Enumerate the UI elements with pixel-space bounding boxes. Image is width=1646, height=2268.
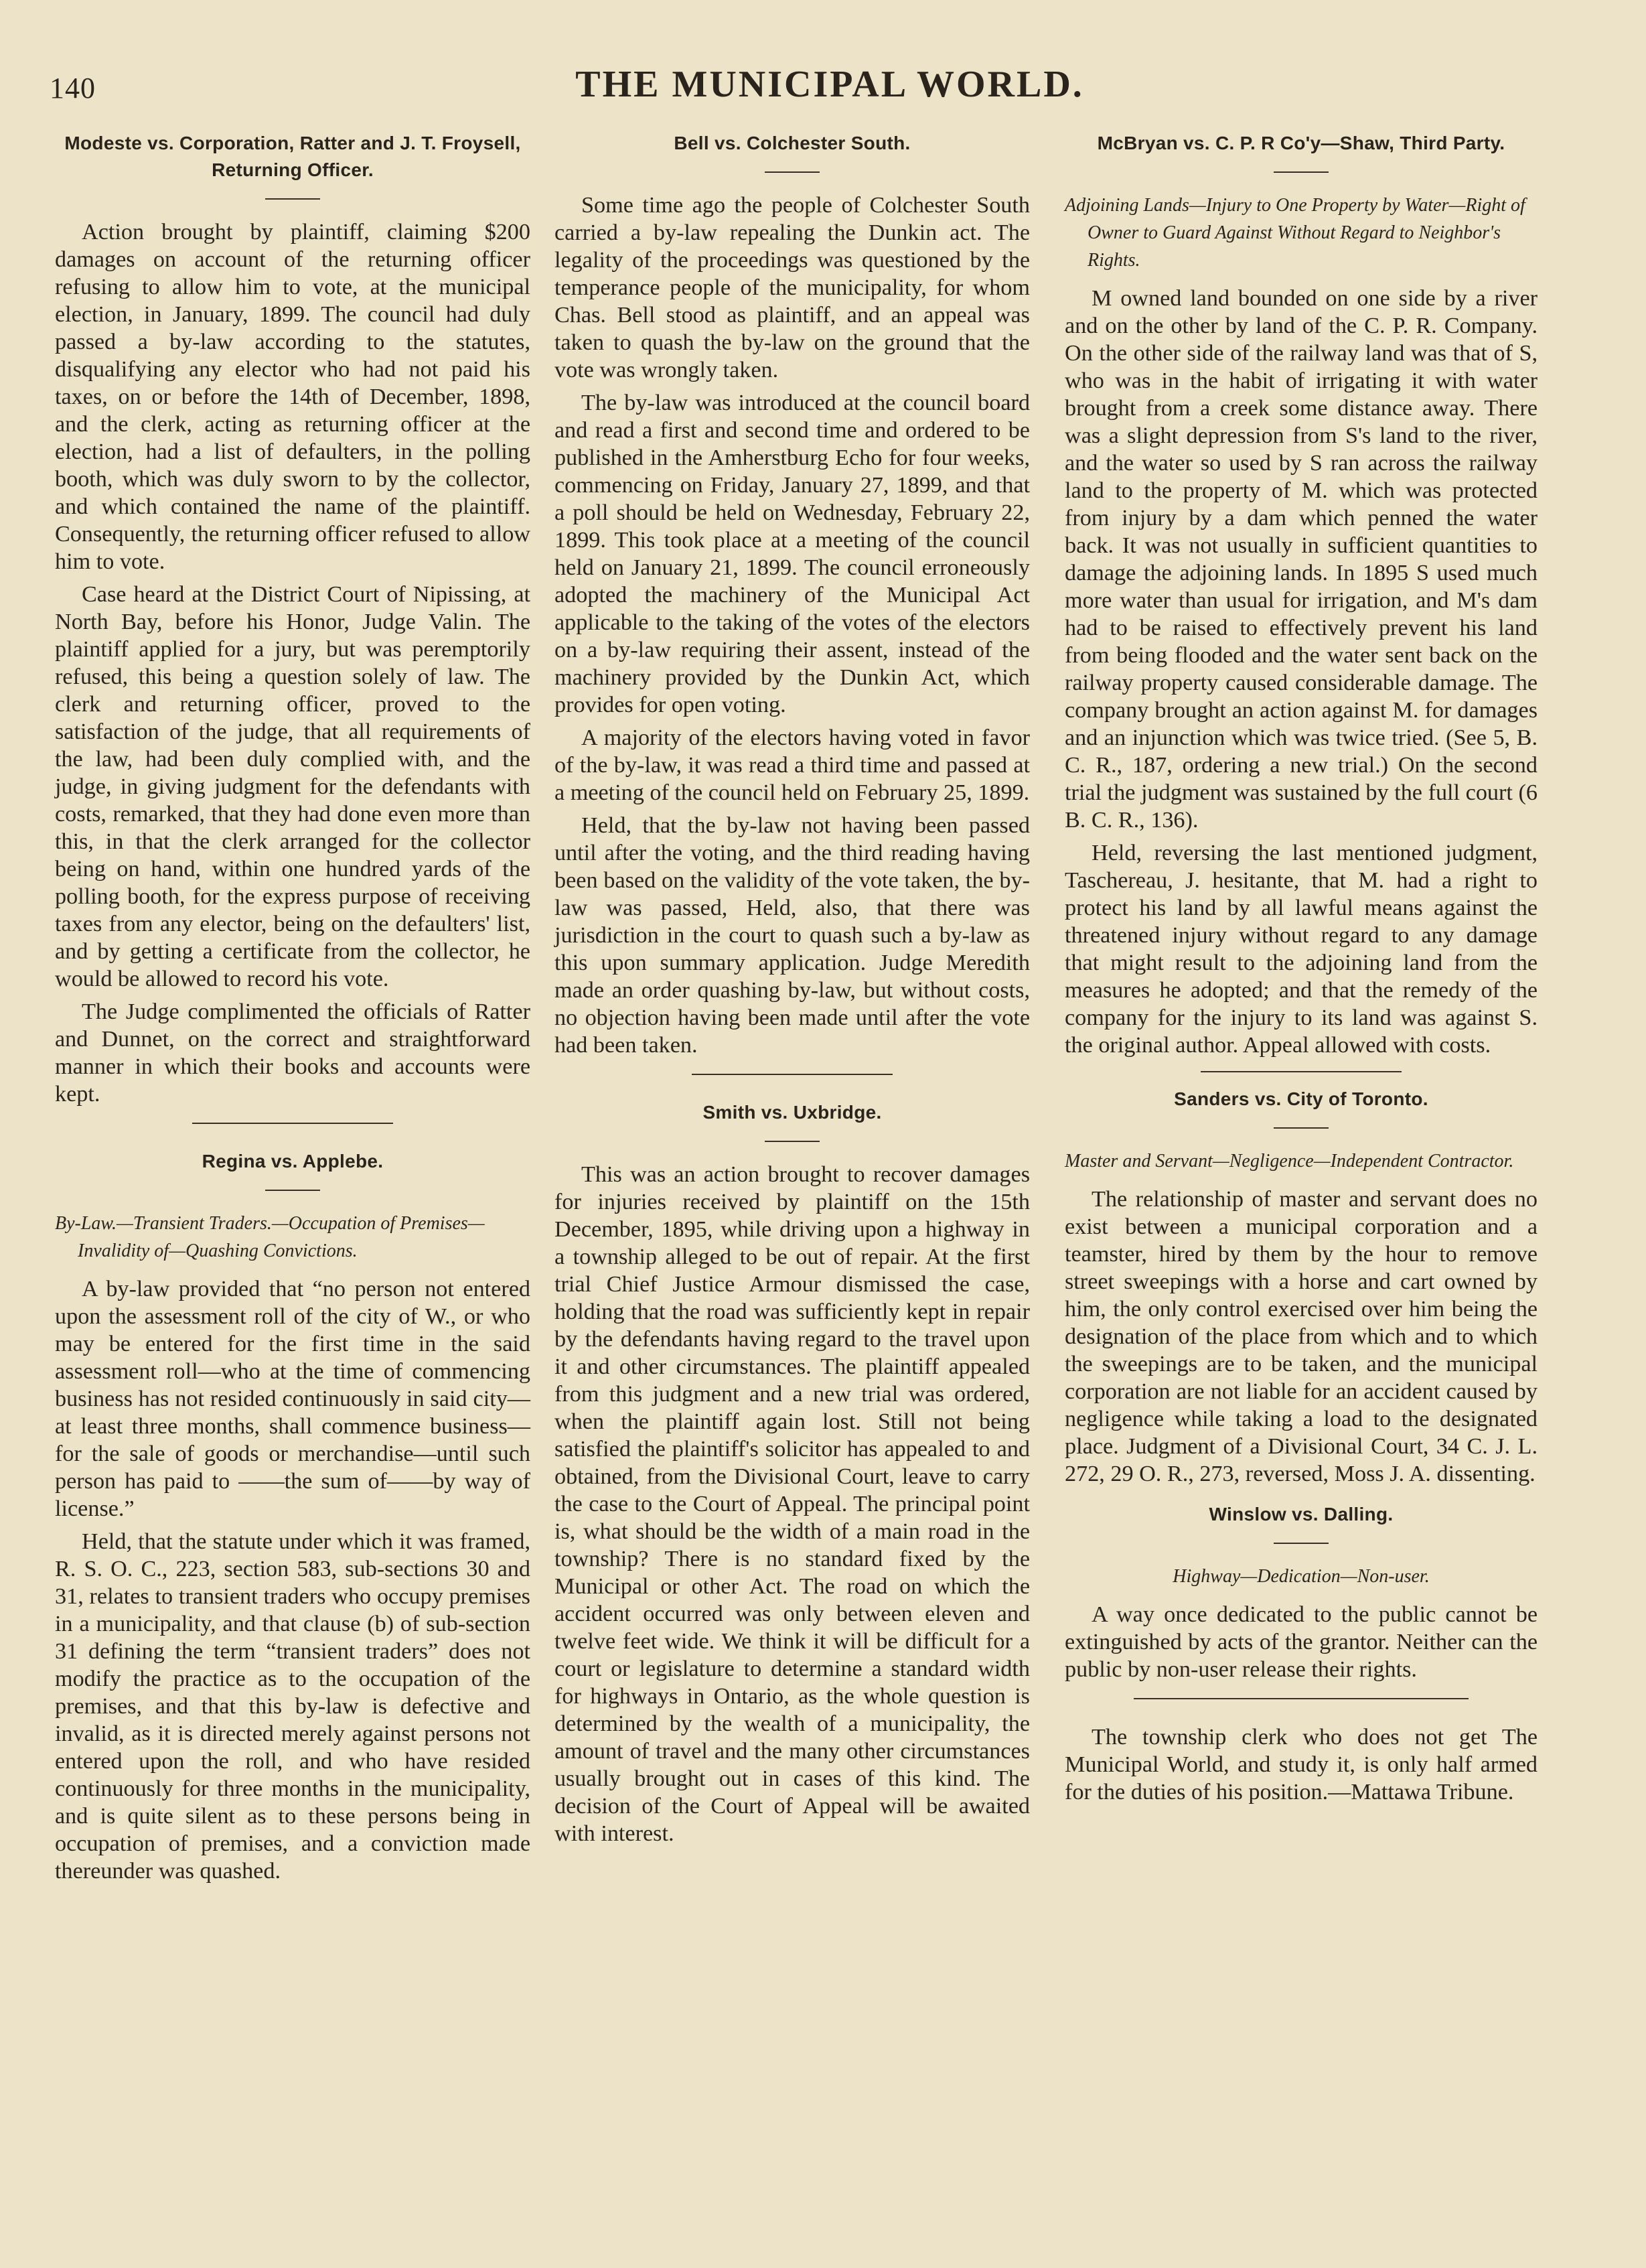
closing-note-text: The township clerk who does not get The Municipal World, and study it, is only half armed for the duties of his position.—Mattawa Tribune. xyxy=(1065,1725,1538,1804)
article-title: Sanders vs. City of Toronto. xyxy=(1174,1088,1428,1109)
article-separator xyxy=(1201,1071,1402,1072)
column-left xyxy=(55,127,530,1890)
article-paragraph: Some time ago the people of Colchester South carried a by-law repealing the Dunkin act. The legality of the proceedings was questioned by the temperance people of the municipality, for whom Chas. Bell stood as plaintiff, and an appeal was taken to quash the by-law on the ground that the vote was wrongly taken. xyxy=(554,193,1030,382)
article-winslow-vs-dalling xyxy=(1065,1501,1538,1683)
article-subtitle: Master and Servant—Negligence—Independent Contractor. xyxy=(1065,1151,1514,1172)
article-title: McBryan vs. C. P. R Co'y—Shaw, Third Party. xyxy=(1097,133,1505,153)
page-number: 140 xyxy=(50,72,96,104)
article-paragraph: A majority of the electors having voted in favor of the by-law, it was read a third time and passed at a meeting of the council held on February 25, 1899. xyxy=(554,725,1030,805)
article-paragraph: A by-law provided that “no person not entered upon the assessment roll of the city of W., or who may be entered for the first time in the said assessment roll—who at the time of commencing business has not resided continuously in said city—at least three months, shall commence business—for the sale of goods or merchandise—until such person has paid to ——the sum of——by way of license.” xyxy=(55,1277,530,1521)
article-title: Regina vs. Applebe. xyxy=(202,1151,384,1172)
article-separator xyxy=(192,1123,393,1124)
article-modeste-vs-corporation xyxy=(55,130,530,1108)
column-right xyxy=(1065,127,1538,1811)
article-paragraph: The relationship of master and servant does no exist between a municipal corporation and a teamster, hired by them by the hour to remove street sweepings with a horse and cart owned by him, the only control exercised over him being the designation of the place from which and to which the sweepings are to be taken, and the municipal corporation are not liable for an accident caused by negligence while taking a load to the designated place. Judgment of a Divisional Court, 34 C. J. L. 272, 29 O. R., 273, reversed, Moss J. A. dissenting. xyxy=(1065,1187,1538,1486)
article-subtitle: By-Law.—Transient Traders.—Occupation of Premises—Invalidity of—Quashing Convictions. xyxy=(55,1213,485,1261)
article-paragraph: M owned land bounded on one side by a river and on the other by land of the C. P. R. Company. On the other side of the railway land was that of S, who was in the habit of irrigating it with water brought from a creek some distance away. There was a slight depression from S's land to the river, and the water so used by S ran across the railway land to the property of M. which was protected from injury by a dam which penned the water back. It was not usually in sufficient quantities to damage the adjoining lands. In 1895 S used much more water than usual for irrigation, and M's dam had to be raised to effectively prevent his land from being flooded and the water sent back on the railway property caused considerable damage. The company brought an action against M. for damages and an injunction which was twice tried. (See 5, B. C. R., 187, ordering a new trial.) On the second trial the judgment was sustained by the full court (6 B. C. R., 136). xyxy=(1065,286,1538,833)
article-mcbryan-vs-cpr xyxy=(1065,130,1538,1059)
article-sanders-vs-toronto xyxy=(1065,1086,1538,1488)
article-paragraph: Case heard at the District Court of Nipissing, at North Bay, before his Honor, Judge Valin. The plaintiff applied for a jury, but was peremptorily refused, this being a question solely of law. The clerk and returning officer, proved to the satisfaction of the judge, that all requirements of the law, had been duly complied with, and the judge, in giving judgment for the defendants with costs, remarked, that they had done even more than this, in that the clerk arranged for the collector being on hand, within one hundred yards of the polling booth, for the express purpose of receiving taxes from any elector, being on the defaulters' list, and by getting a certificate from the collector, he would be allowed to record his vote. xyxy=(55,582,530,991)
article-title: Bell vs. Colchester South. xyxy=(674,133,911,153)
article-paragraph: Held, that the statute under which it was framed, R. S. O. C., 223, section 583, sub-sections 30 and 31, relates to transient traders who occupy premises in a municipality, and that clause (b) of sub-section 31 defining the term “transient traders” does not modify the practice as to the occupation of the premises, and that this by-law is defective and invalid, as it is directed merely against persons not entered upon the roll, and who have resided continuously for three months in the municipality, and is quite silent as to these persons being in occupation of premises, and a conviction made thereunder was quashed. xyxy=(55,1529,530,1884)
title-rule xyxy=(765,171,820,173)
article-separator xyxy=(692,1074,893,1075)
article-subtitle: Highway—Dedication—Non-user. xyxy=(1173,1566,1430,1587)
title-rule xyxy=(765,1141,820,1142)
page-header xyxy=(50,59,1610,113)
closing-note xyxy=(1065,1723,1538,1806)
masthead-title: THE MUNICIPAL WORLD. xyxy=(575,64,1084,105)
article-paragraph: Held, reversing the last mentioned judgment, Taschereau, J. hesitante, that M. had a right to protect his land by all lawful means against the threatened injury without regard to any damage that might result to the adjoining land from the measures he adopted; and that the remedy of the company for the injury to its land was against S. the original author. Appeal allowed with costs. xyxy=(1065,841,1538,1058)
article-regina-vs-applebe xyxy=(55,1148,530,1885)
article-paragraph: Held, that the by-law not having been passed until after the voting, and the third reading having been based on the validity of the vote taken, the by-law was passed, Held, also, that there was jurisdiction in the court to quash such a by-law as this upon summary application. Judge Meredith made an order quashing by-law, but without costs, no objection having been made until after the vote had been taken. xyxy=(554,813,1030,1058)
title-rule xyxy=(265,1190,320,1191)
title-rule xyxy=(1274,171,1329,173)
article-bell-vs-colchester-south xyxy=(554,130,1030,1059)
article-paragraph: Action brought by plaintiff, claiming $200 damages on account of the returning officer refusing to allow him to vote, at the municipal election, in January, 1899. The council had duly passed a by-law according to the statutes, disqualifying any elector who had not paid his taxes, on or before the 14th of December, 1898, and the clerk, acting as returning officer at the election, had a list of defaulters, in the polling booth, which was duly sworn to by the collector, and which contained the name of the plaintiff. Consequently, the returning officer refused to allow him to vote. xyxy=(55,220,530,574)
article-title: Modeste vs. Corporation, Ratter and J. T. Froysell, Returning Officer. xyxy=(64,133,521,180)
column-middle xyxy=(554,127,1030,1853)
article-smith-vs-uxbridge xyxy=(554,1099,1030,1847)
title-rule xyxy=(1274,1127,1329,1129)
article-paragraph: This was an action brought to recover damages for injuries received by plaintiff on the 15th December, 1895, while driving upon a highway in a township alleged to be out of repair. At the first trial Chief Justice Armour dismissed the case, holding that the road was sufficiently kept in repair by the defendants having regard to the travel upon it and other circumstances. The plaintiff appealed from this judgment and a new trial was ordered, when the plaintiff again lost. Still not being satisfied the plaintiff's solicitor has appealed to and obtained, from the Divisional Court, leave to carry the case to the Court of Appeal. The principal point is, what should be the width of a main road in the township? There is no standard fixed by the Municipal or other Act. The road on which the accident occurred was only between eleven and twelve feet wide. We think it will be difficult for a court or legislature to determine a standard width for highways in Ontario, as the whole question is determined by the wealth of a municipality, the amount of travel and the many other circumstances usually brought out in cases of this kind. The decision of the Court of Appeal will be awaited with interest. xyxy=(554,1162,1030,1846)
title-rule xyxy=(265,198,320,200)
title-rule xyxy=(1274,1543,1329,1544)
article-subtitle: Adjoining Lands—Injury to One Property by Water—Right of Owner to Guard Against Without Regard to Neighbor's Rights. xyxy=(1065,195,1525,271)
article-title: Smith vs. Uxbridge. xyxy=(702,1102,882,1123)
article-separator xyxy=(1134,1698,1469,1699)
article-paragraph: The by-law was introduced at the council board and read a first and second time and ordered to be published in the Amherstburg Echo for four weeks, commencing on Friday, January 27, 1899, and that a poll should be held on Wednesday, February 22, 1899. This took place at a meeting of the council held on January 21, 1899. The council erroneously adopted the machinery of the Municipal Act applicable to the taking of the votes of the electors on a by-law requiring their assent, instead of the machinery provided by the Dunkin Act, which provides for open voting. xyxy=(554,391,1030,717)
article-paragraph: The Judge complimented the officials of Ratter and Dunnet, on the correct and straightforward manner in which their books and accounts were kept. xyxy=(55,999,530,1107)
article-title: Winslow vs. Dalling. xyxy=(1209,1504,1394,1525)
article-paragraph: A way once dedicated to the public cannot be extinguished by acts of the grantor. Neither can the public by non-user release their rights. xyxy=(1065,1602,1538,1682)
